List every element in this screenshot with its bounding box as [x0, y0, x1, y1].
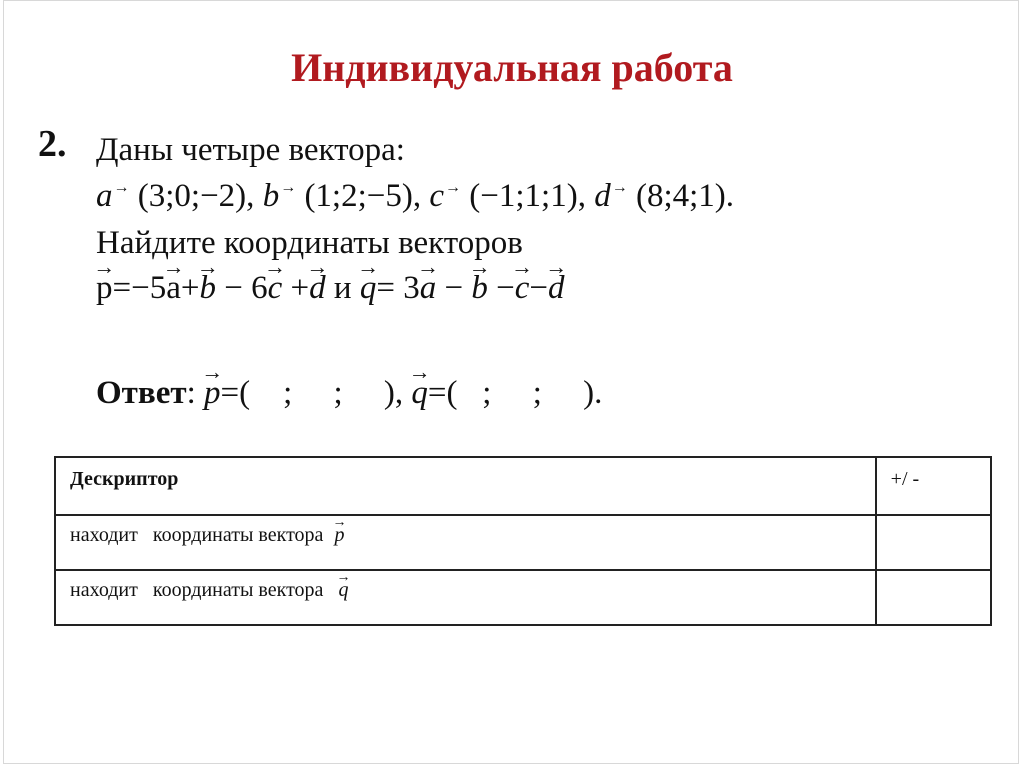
- table-row: [55, 515, 991, 570]
- vector-p-letter: p: [96, 270, 113, 306]
- vector-list: [96, 178, 734, 215]
- header-mark: +/ -: [876, 457, 991, 515]
- vector-b: [468, 254, 491, 307]
- mark-cell[interactable]: [876, 570, 991, 625]
- vector-arrow-icon: →: [280, 179, 297, 196]
- formula-part: +: [180, 270, 200, 306]
- vector-b-letter: b: [471, 270, 488, 306]
- vector-a-letter: a: [419, 270, 437, 306]
- vector-arrow-icon: →: [511, 254, 534, 279]
- vector-c-coords: (−1;1;1),: [469, 178, 586, 214]
- vector-q-letter: q: [338, 579, 349, 601]
- vector-d-letter: d: [309, 270, 326, 306]
- vector-c: [263, 254, 286, 307]
- answer-label: Ответ: [96, 375, 187, 411]
- formula-part: =−5: [112, 270, 167, 306]
- vector-arrow-icon: →: [196, 254, 219, 279]
- vector-arrow-icon: →: [336, 570, 351, 585]
- vector-arrow-icon: →: [263, 254, 286, 279]
- table-row: [55, 570, 991, 625]
- vector-arrow-icon: →: [468, 254, 491, 279]
- vector-c-name: c: [429, 178, 445, 214]
- vector-a-coords: (3;0;−2),: [137, 178, 255, 214]
- vector-arrow-icon: →: [408, 359, 431, 384]
- vector-c-letter: c: [267, 270, 283, 306]
- vector-p: [332, 515, 347, 547]
- vector-arrow-icon: →: [113, 179, 130, 196]
- page-title: Индивидуальная работа: [291, 45, 733, 90]
- formula-part: −: [436, 270, 472, 306]
- descriptor-text: находит координаты вектора: [70, 579, 324, 601]
- descriptor-table: [54, 456, 992, 626]
- vector-arrow-icon: →: [162, 254, 185, 279]
- formula-part: +: [282, 270, 310, 306]
- vector-a: [162, 254, 185, 307]
- vector-p-letter: p: [203, 375, 221, 411]
- answer-line: [96, 359, 603, 412]
- vector-d-letter: d: [548, 270, 565, 306]
- vector-d: [306, 254, 329, 307]
- vector-q-letter: q: [411, 375, 428, 411]
- vector-arrow-icon: →: [416, 254, 439, 279]
- vector-d: [545, 254, 568, 307]
- formula-part: −: [487, 270, 515, 306]
- vector-b-name: b: [262, 178, 280, 214]
- formula-part: = 3: [376, 270, 420, 306]
- vector-p: [201, 359, 224, 412]
- vector-p-letter: p: [334, 524, 345, 546]
- vector-a-name: a: [96, 178, 113, 214]
- vector-d-name: d: [594, 178, 611, 214]
- vector-b: [196, 254, 219, 307]
- vector-b-letter: b: [199, 270, 217, 306]
- vector-c: [511, 254, 534, 307]
- mark-cell[interactable]: [876, 515, 991, 570]
- formula-part: −: [529, 270, 548, 306]
- formula-part: − 6: [216, 270, 268, 306]
- table-header-row: [55, 457, 991, 515]
- vector-a-letter: a: [166, 270, 181, 306]
- vector-d-coords: (8;4;1).: [635, 178, 735, 214]
- vector-q: [408, 359, 431, 412]
- descriptor-text: находит координаты вектора: [70, 524, 324, 546]
- vector-c-letter: c: [514, 270, 530, 306]
- answer-colon: :: [186, 375, 204, 411]
- vector-arrow-icon: →: [201, 359, 224, 384]
- vector-arrow-icon: →: [545, 254, 568, 279]
- formula-line: [93, 254, 568, 307]
- formula-part: и: [325, 270, 360, 306]
- header-descriptor: Дескриптор: [55, 457, 876, 515]
- vector-p: [93, 254, 116, 307]
- descriptor-cell: [55, 570, 876, 625]
- vector-arrow-icon: →: [357, 254, 380, 279]
- task-statement: Даны четыре вектора:: [96, 132, 405, 168]
- descriptor-cell: [55, 515, 876, 570]
- vector-b-coords: (1;2;−5),: [304, 178, 422, 214]
- vector-arrow-icon: →: [445, 179, 462, 196]
- vector-q: [336, 570, 351, 602]
- answer-p-blank: =( ; ; ),: [220, 375, 404, 411]
- answer-q-blank: =( ; ; ).: [427, 375, 603, 411]
- vector-arrow-icon: →: [611, 179, 628, 196]
- vector-arrow-icon: →: [93, 254, 116, 279]
- vector-q: [357, 254, 380, 307]
- vector-a: [416, 254, 439, 307]
- task-question: Найдите координаты векторов: [96, 225, 523, 261]
- task-number: 2.: [38, 123, 67, 165]
- vector-arrow-icon: →: [306, 254, 329, 279]
- vector-q-letter: q: [359, 270, 377, 306]
- vector-arrow-icon: →: [332, 515, 347, 530]
